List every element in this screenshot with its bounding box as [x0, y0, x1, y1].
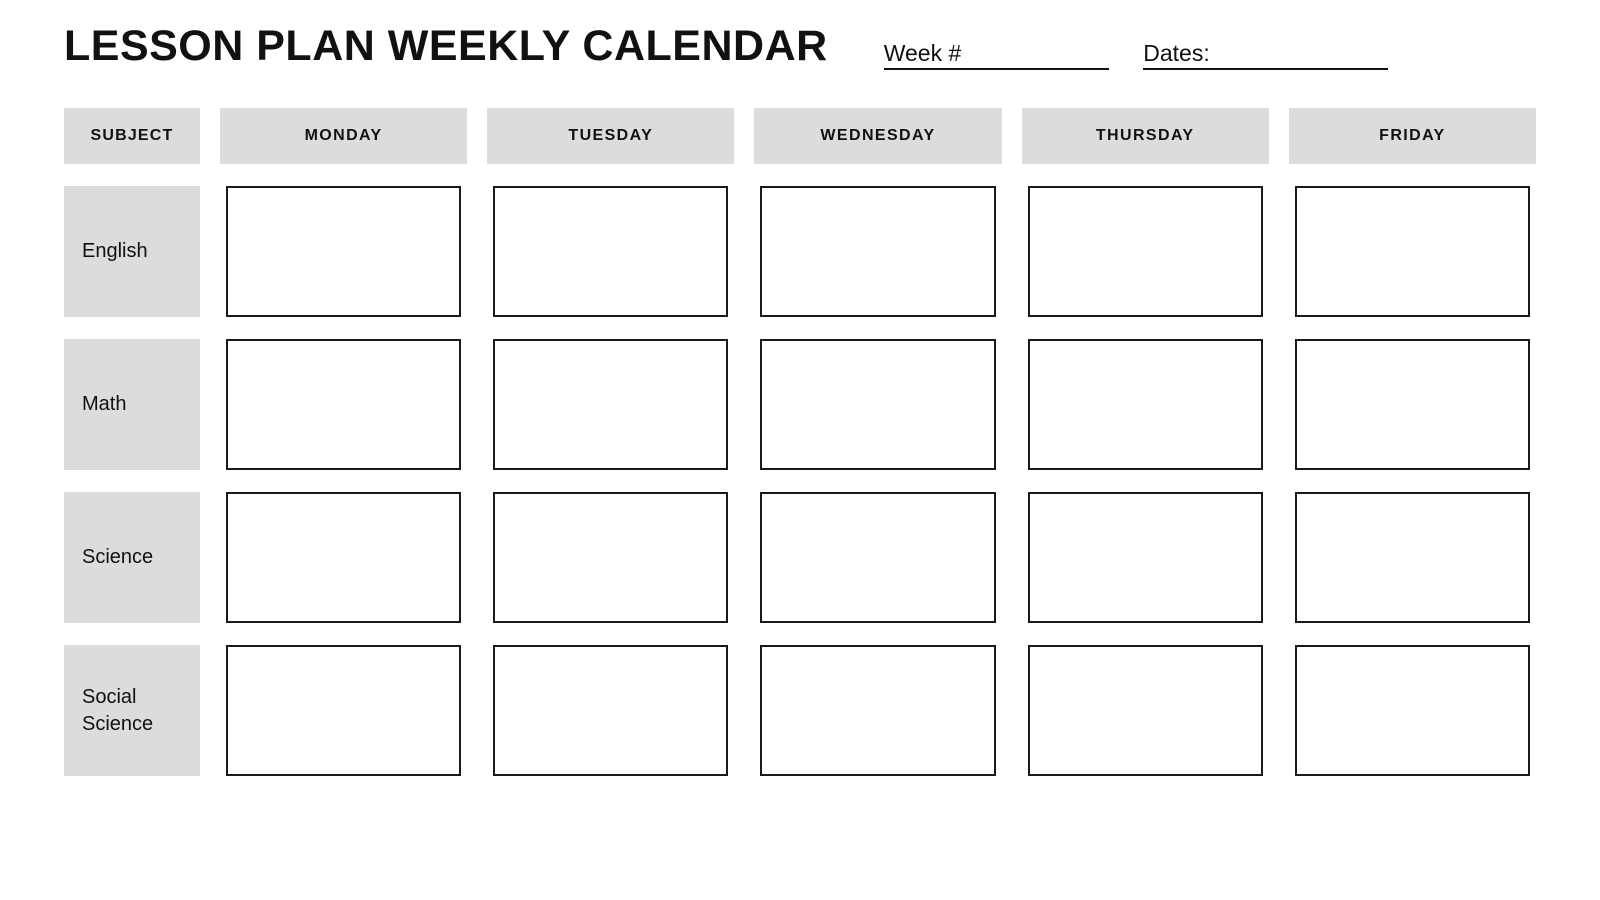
- subject-label-social-science: Social Science: [64, 645, 200, 776]
- dates-field[interactable]: [1143, 42, 1387, 70]
- column-header-monday: MONDAY: [220, 108, 467, 164]
- table-row: [1022, 492, 1269, 623]
- entry-social-science-wednesday[interactable]: [760, 645, 995, 776]
- subject-label-science: Science: [64, 492, 200, 623]
- table-row: [754, 339, 1001, 470]
- week-number-field[interactable]: [884, 42, 1110, 70]
- entry-social-science-monday[interactable]: [226, 645, 461, 776]
- table-row: [1289, 339, 1536, 470]
- entry-science-thursday[interactable]: [1028, 492, 1263, 623]
- table-row: [487, 645, 734, 776]
- table-row: [220, 645, 467, 776]
- table-row: [1022, 339, 1269, 470]
- entry-science-tuesday[interactable]: [493, 492, 728, 623]
- entry-math-monday[interactable]: [226, 339, 461, 470]
- entry-english-friday[interactable]: [1295, 186, 1530, 317]
- table-row: [1289, 492, 1536, 623]
- table-row: [1289, 645, 1536, 776]
- subject-label-math: Math: [64, 339, 200, 470]
- dates-label: Dates:: [1143, 40, 1210, 66]
- row-spacer: [64, 470, 1536, 492]
- table-row: [220, 339, 467, 470]
- entry-social-science-tuesday[interactable]: [493, 645, 728, 776]
- row-spacer: [64, 317, 1536, 339]
- entry-english-monday[interactable]: [226, 186, 461, 317]
- column-header-tuesday: TUESDAY: [487, 108, 734, 164]
- document-header: [64, 0, 1536, 70]
- entry-science-friday[interactable]: [1295, 492, 1530, 623]
- entry-math-thursday[interactable]: [1028, 339, 1263, 470]
- table-row: [1022, 186, 1269, 317]
- table-row: [1022, 645, 1269, 776]
- entry-math-wednesday[interactable]: [760, 339, 995, 470]
- column-header-wednesday: WEDNESDAY: [754, 108, 1001, 164]
- entry-english-tuesday[interactable]: [493, 186, 728, 317]
- entry-math-friday[interactable]: [1295, 339, 1530, 470]
- table-row: [220, 186, 467, 317]
- table-row: [1289, 186, 1536, 317]
- table-row: [220, 492, 467, 623]
- column-header-friday: FRIDAY: [1289, 108, 1536, 164]
- entry-science-wednesday[interactable]: [760, 492, 995, 623]
- table-row: [487, 492, 734, 623]
- row-spacer: [64, 164, 1536, 186]
- table-row: [754, 186, 1001, 317]
- entry-math-tuesday[interactable]: [493, 339, 728, 470]
- table-row: [487, 339, 734, 470]
- week-number-label: Week #: [883, 40, 962, 66]
- subject-label-english: English: [64, 186, 200, 317]
- weekly-calendar-grid: [64, 108, 1536, 776]
- entry-science-monday[interactable]: [226, 492, 461, 623]
- row-spacer: [64, 623, 1536, 645]
- page-title: LESSON PLAN WEEKLY CALENDAR: [64, 22, 828, 70]
- entry-social-science-friday[interactable]: [1295, 645, 1530, 776]
- column-header-thursday: THURSDAY: [1022, 108, 1269, 164]
- entry-english-wednesday[interactable]: [760, 186, 995, 317]
- entry-social-science-thursday[interactable]: [1028, 645, 1263, 776]
- table-row: [754, 492, 1001, 623]
- table-row: [487, 186, 734, 317]
- entry-english-thursday[interactable]: [1028, 186, 1263, 317]
- column-header-subject: SUBJECT: [64, 108, 200, 164]
- table-row: [754, 645, 1001, 776]
